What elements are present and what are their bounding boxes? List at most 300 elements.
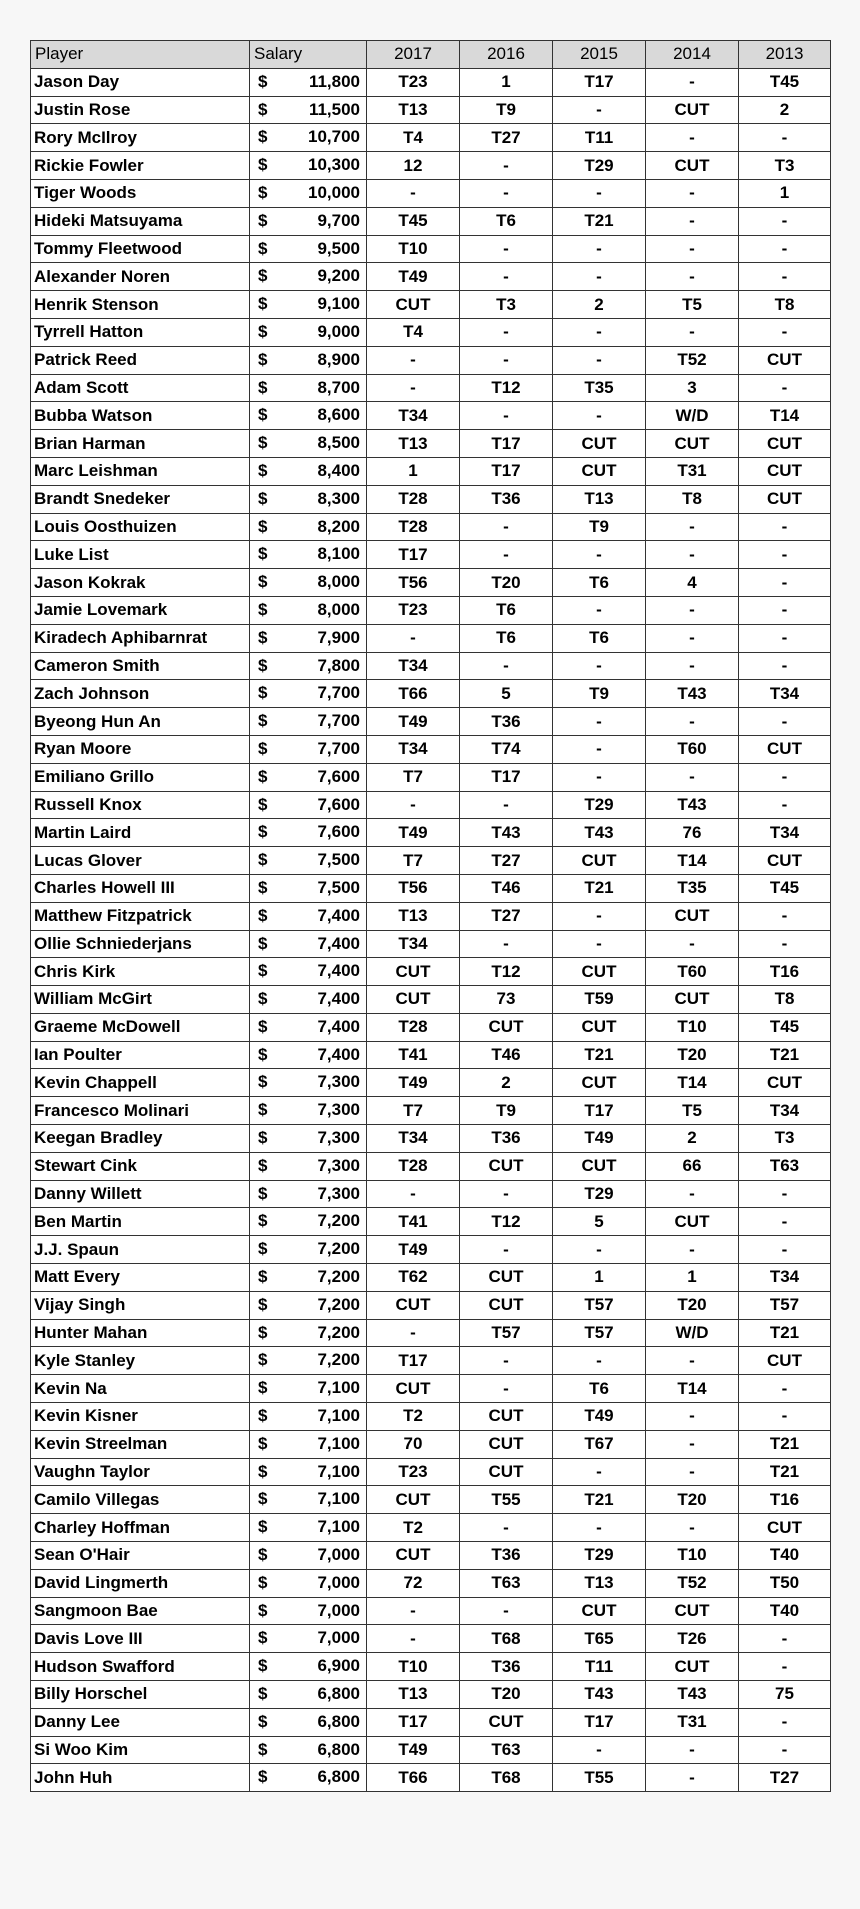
salary-cell [250,513,367,541]
salary-cell [250,902,367,930]
salary-cell [250,1403,367,1431]
player-name-cell: Davis Love III [31,1625,250,1653]
result-cell: CUT [739,346,831,374]
result-cell: T2 [367,1403,460,1431]
result-cell: CUT [646,986,739,1014]
salary-amount: 7,300 [317,1128,360,1148]
result-cell: T20 [460,1681,553,1709]
result-cell: - [553,1458,646,1486]
currency-symbol: $ [258,71,268,91]
result-cell: - [367,791,460,819]
salary-amount: 7,000 [317,1600,360,1620]
salary-amount: 7,200 [317,1239,360,1259]
player-name-cell: Martin Laird [31,819,250,847]
result-cell: T43 [553,819,646,847]
salary-amount: 7,600 [317,822,360,842]
result-cell: T34 [739,680,831,708]
player-name-cell: Tyrrell Hatton [31,318,250,346]
result-cell: - [553,596,646,624]
table-row [31,1681,831,1709]
player-name-cell: Louis Oosthuizen [31,513,250,541]
result-cell: T27 [460,847,553,875]
currency-symbol: $ [258,1572,268,1592]
result-cell: - [367,1597,460,1625]
salary-amount: 7,700 [317,738,360,758]
salary-cell [250,1041,367,1069]
result-cell: 76 [646,819,739,847]
salary-amount: 11,500 [308,99,360,119]
result-cell: T52 [646,346,739,374]
result-cell: T11 [553,124,646,152]
salary-amount: 7,100 [317,1433,360,1453]
result-cell: CUT [460,1152,553,1180]
table-row [31,402,831,430]
player-name-cell: Marc Leishman [31,457,250,485]
result-cell: T60 [646,958,739,986]
result-cell: - [646,318,739,346]
result-cell: T9 [460,96,553,124]
result-cell: - [553,1236,646,1264]
result-cell: - [460,1180,553,1208]
result-cell: - [739,1375,831,1403]
result-cell: T21 [739,1041,831,1069]
header-year-2014: 2014 [646,41,739,69]
result-cell: T29 [553,1180,646,1208]
currency-symbol: $ [258,321,268,341]
player-name-cell: Hideki Matsuyama [31,207,250,235]
player-name-cell: Russell Knox [31,791,250,819]
currency-symbol: $ [258,1461,268,1481]
result-cell: T49 [367,1236,460,1264]
result-cell: 2 [553,291,646,319]
result-cell: - [646,179,739,207]
currency-symbol: $ [258,544,268,564]
result-cell: - [460,1597,553,1625]
salary-amount: 7,900 [317,627,360,647]
result-cell: - [646,235,739,263]
result-cell: CUT [460,1264,553,1292]
salary-amount: 6,800 [317,1684,360,1704]
result-cell: - [553,318,646,346]
table-row [31,291,831,319]
header-year-2016: 2016 [460,41,553,69]
salary-amount: 9,700 [317,210,360,230]
table-row [31,485,831,513]
currency-symbol: $ [258,1628,268,1648]
table-row [31,1542,831,1570]
result-cell: T66 [367,1764,460,1792]
result-cell: T63 [460,1736,553,1764]
salary-amount: 7,200 [317,1322,360,1342]
result-cell: - [646,1458,739,1486]
currency-symbol: $ [258,238,268,258]
table-row [31,1013,831,1041]
result-cell: T13 [367,902,460,930]
result-cell: T17 [460,457,553,485]
player-name-cell: Matthew Fitzpatrick [31,902,250,930]
result-cell: - [739,1180,831,1208]
currency-symbol: $ [258,627,268,647]
currency-symbol: $ [258,1433,268,1453]
result-cell: - [646,68,739,96]
salary-cell [250,1013,367,1041]
table-row [31,1152,831,1180]
result-cell: T14 [646,1069,739,1097]
salary-cell [250,235,367,263]
salary-cell [250,1514,367,1542]
player-name-cell: Patrick Reed [31,346,250,374]
currency-symbol: $ [258,1545,268,1565]
salary-cell [250,1736,367,1764]
salary-cell [250,847,367,875]
result-cell: - [553,1736,646,1764]
player-name-cell: Charley Hoffman [31,1514,250,1542]
result-cell: - [367,1625,460,1653]
result-cell: T57 [739,1291,831,1319]
result-cell: - [739,1236,831,1264]
player-name-cell: Graeme McDowell [31,1013,250,1041]
result-cell: - [553,263,646,291]
result-cell: CUT [646,1208,739,1236]
result-cell: - [367,179,460,207]
salary-amount: 8,300 [317,488,360,508]
result-cell: 1 [739,179,831,207]
table-row [31,1347,831,1375]
result-cell: T43 [553,1681,646,1709]
currency-symbol: $ [258,822,268,842]
result-cell: T7 [367,763,460,791]
table-row [31,708,831,736]
currency-symbol: $ [258,1016,268,1036]
result-cell: T40 [739,1542,831,1570]
result-cell: - [739,541,831,569]
currency-symbol: $ [258,1406,268,1426]
currency-symbol: $ [258,433,268,453]
result-cell: T21 [553,874,646,902]
result-cell: T23 [367,596,460,624]
currency-symbol: $ [258,488,268,508]
currency-symbol: $ [258,1155,268,1175]
table-body [31,68,831,1791]
player-name-cell: Ollie Schniederjans [31,930,250,958]
result-cell: T13 [367,96,460,124]
player-name-cell: Charles Howell III [31,874,250,902]
result-cell: - [646,1736,739,1764]
player-name-cell: Ben Martin [31,1208,250,1236]
salary-amount: 7,600 [317,766,360,786]
result-cell: T36 [460,1653,553,1681]
result-cell: 5 [460,680,553,708]
player-name-cell: Si Woo Kim [31,1736,250,1764]
result-cell: 66 [646,1152,739,1180]
salary-amount: 8,000 [317,599,360,619]
result-cell: - [646,708,739,736]
result-cell: 72 [367,1569,460,1597]
result-cell: - [367,346,460,374]
result-cell: T34 [739,819,831,847]
result-cell: T8 [739,986,831,1014]
result-cell: CUT [553,457,646,485]
result-cell: T28 [367,1013,460,1041]
result-cell: 5 [553,1208,646,1236]
result-cell: - [739,652,831,680]
result-cell: T17 [367,1708,460,1736]
salary-amount: 7,400 [317,989,360,1009]
salary-cell [250,1180,367,1208]
salary-amount: 7,800 [317,655,360,675]
result-cell: CUT [367,986,460,1014]
player-name-cell: Francesco Molinari [31,1097,250,1125]
table-row [31,1625,831,1653]
player-name-cell: Chris Kirk [31,958,250,986]
table-row [31,430,831,458]
salary-amount: 8,100 [317,544,360,564]
result-cell: - [553,179,646,207]
result-cell: CUT [367,291,460,319]
result-cell: T35 [553,374,646,402]
result-cell: CUT [646,152,739,180]
result-cell: - [553,652,646,680]
salary-cell [250,1625,367,1653]
player-name-cell: Rory McIlroy [31,124,250,152]
salary-amount: 7,200 [317,1211,360,1231]
result-cell: T31 [646,457,739,485]
table-row [31,847,831,875]
player-name-cell: Matt Every [31,1264,250,1292]
result-cell: - [460,652,553,680]
player-name-cell: Ian Poulter [31,1041,250,1069]
salary-cell [250,1430,367,1458]
player-name-cell: Zach Johnson [31,680,250,708]
result-cell: - [739,1653,831,1681]
player-name-cell: Emiliano Grillo [31,763,250,791]
player-name-cell: J.J. Spaun [31,1236,250,1264]
result-cell: T8 [646,485,739,513]
currency-symbol: $ [258,1322,268,1342]
player-name-cell: David Lingmerth [31,1569,250,1597]
result-cell: T21 [739,1458,831,1486]
currency-symbol: $ [258,1739,268,1759]
salary-cell [250,1236,367,1264]
salary-cell [250,402,367,430]
result-cell: T34 [367,402,460,430]
result-cell: T63 [460,1569,553,1597]
player-name-cell: Adam Scott [31,374,250,402]
currency-symbol: $ [258,1211,268,1231]
currency-symbol: $ [258,794,268,814]
salary-amount: 10,000 [308,182,360,202]
result-cell: - [739,569,831,597]
table-row [31,1569,831,1597]
salary-amount: 7,000 [317,1628,360,1648]
result-cell: T50 [739,1569,831,1597]
result-cell: CUT [367,1375,460,1403]
salary-cell [250,1764,367,1792]
result-cell: T10 [367,1653,460,1681]
result-cell: CUT [739,847,831,875]
salary-amount: 7,500 [317,850,360,870]
result-cell: T13 [553,1569,646,1597]
salary-cell [250,457,367,485]
table-row [31,374,831,402]
result-cell: T41 [367,1208,460,1236]
result-cell: T27 [460,124,553,152]
result-cell: - [646,1236,739,1264]
salary-cell [250,1653,367,1681]
salary-amount: 9,100 [317,294,360,314]
result-cell: T9 [553,680,646,708]
result-cell: - [646,207,739,235]
player-name-cell: Billy Horschel [31,1681,250,1709]
result-cell: T34 [367,930,460,958]
salary-amount: 7,000 [317,1545,360,1565]
currency-symbol: $ [258,99,268,119]
salary-cell [250,346,367,374]
result-cell: T12 [460,1208,553,1236]
result-cell: T13 [367,1681,460,1709]
result-cell: CUT [553,1152,646,1180]
salary-cell [250,1375,367,1403]
result-cell: T17 [367,1347,460,1375]
salary-cell [250,207,367,235]
table-row [31,680,831,708]
salary-amount: 7,500 [317,877,360,897]
salary-cell [250,374,367,402]
currency-symbol: $ [258,961,268,981]
table-row [31,1069,831,1097]
result-cell: - [646,763,739,791]
table-row [31,791,831,819]
result-cell: CUT [739,430,831,458]
player-name-cell: Hudson Swafford [31,1653,250,1681]
result-cell: - [367,1319,460,1347]
player-name-cell: Brian Harman [31,430,250,458]
result-cell: T34 [739,1264,831,1292]
result-cell: 1 [367,457,460,485]
table-row [31,318,831,346]
result-cell: CUT [739,457,831,485]
result-cell: T21 [739,1430,831,1458]
table-row [31,1125,831,1153]
salary-amount: 7,200 [317,1294,360,1314]
result-cell: - [367,1180,460,1208]
result-cell: T45 [739,68,831,96]
player-name-cell: Vaughn Taylor [31,1458,250,1486]
result-cell: T4 [367,124,460,152]
result-cell: - [739,235,831,263]
table-row [31,124,831,152]
result-cell: - [646,1430,739,1458]
result-cell: - [739,596,831,624]
player-name-cell: Kevin Streelman [31,1430,250,1458]
player-name-cell: Bubba Watson [31,402,250,430]
salary-cell [250,819,367,847]
currency-symbol: $ [258,1100,268,1120]
result-cell: - [646,930,739,958]
salary-amount: 6,800 [317,1739,360,1759]
result-cell: - [460,346,553,374]
currency-symbol: $ [258,1072,268,1092]
result-cell: T46 [460,874,553,902]
results-table [30,40,831,1792]
result-cell: - [646,541,739,569]
salary-amount: 7,400 [317,1044,360,1064]
salary-cell [250,1264,367,1292]
currency-symbol: $ [258,349,268,369]
player-name-cell: Kyle Stanley [31,1347,250,1375]
table-row [31,179,831,207]
currency-symbol: $ [258,210,268,230]
result-cell: 2 [646,1125,739,1153]
result-cell: CUT [739,735,831,763]
table-row [31,152,831,180]
salary-amount: 7,000 [317,1572,360,1592]
player-name-cell: John Huh [31,1764,250,1792]
result-cell: - [739,513,831,541]
salary-amount: 6,800 [317,1767,360,1787]
salary-cell [250,291,367,319]
result-cell: - [460,791,553,819]
result-cell: - [739,207,831,235]
player-name-cell: Kevin Chappell [31,1069,250,1097]
result-cell: 75 [739,1681,831,1709]
player-name-cell: Lucas Glover [31,847,250,875]
player-name-cell: Rickie Fowler [31,152,250,180]
salary-cell [250,930,367,958]
header-row [31,41,831,69]
result-cell: T45 [739,874,831,902]
salary-cell [250,1486,367,1514]
currency-symbol: $ [258,1711,268,1731]
result-cell: T28 [367,513,460,541]
currency-symbol: $ [258,127,268,147]
result-cell: - [367,624,460,652]
result-cell: T20 [646,1291,739,1319]
player-name-cell: Vijay Singh [31,1291,250,1319]
salary-cell [250,485,367,513]
result-cell: CUT [553,1013,646,1041]
player-name-cell: Kevin Na [31,1375,250,1403]
table-row [31,1486,831,1514]
table-row [31,874,831,902]
result-cell: - [739,763,831,791]
result-cell: T17 [367,541,460,569]
currency-symbol: $ [258,738,268,758]
currency-symbol: $ [258,1600,268,1620]
result-cell: T45 [367,207,460,235]
result-cell: - [553,735,646,763]
result-cell: T43 [646,680,739,708]
table-row [31,902,831,930]
result-cell: - [553,708,646,736]
result-cell: - [460,1375,553,1403]
table-row [31,96,831,124]
salary-cell [250,430,367,458]
header-player: Player [31,41,250,69]
salary-amount: 7,100 [317,1378,360,1398]
table-row [31,1208,831,1236]
result-cell: T29 [553,152,646,180]
salary-amount: 7,400 [317,961,360,981]
result-cell: 73 [460,986,553,1014]
currency-symbol: $ [258,1239,268,1259]
result-cell: W/D [646,1319,739,1347]
result-cell: CUT [367,958,460,986]
salary-amount: 7,400 [317,933,360,953]
result-cell: T55 [553,1764,646,1792]
salary-amount: 9,200 [317,266,360,286]
salary-cell [250,1458,367,1486]
